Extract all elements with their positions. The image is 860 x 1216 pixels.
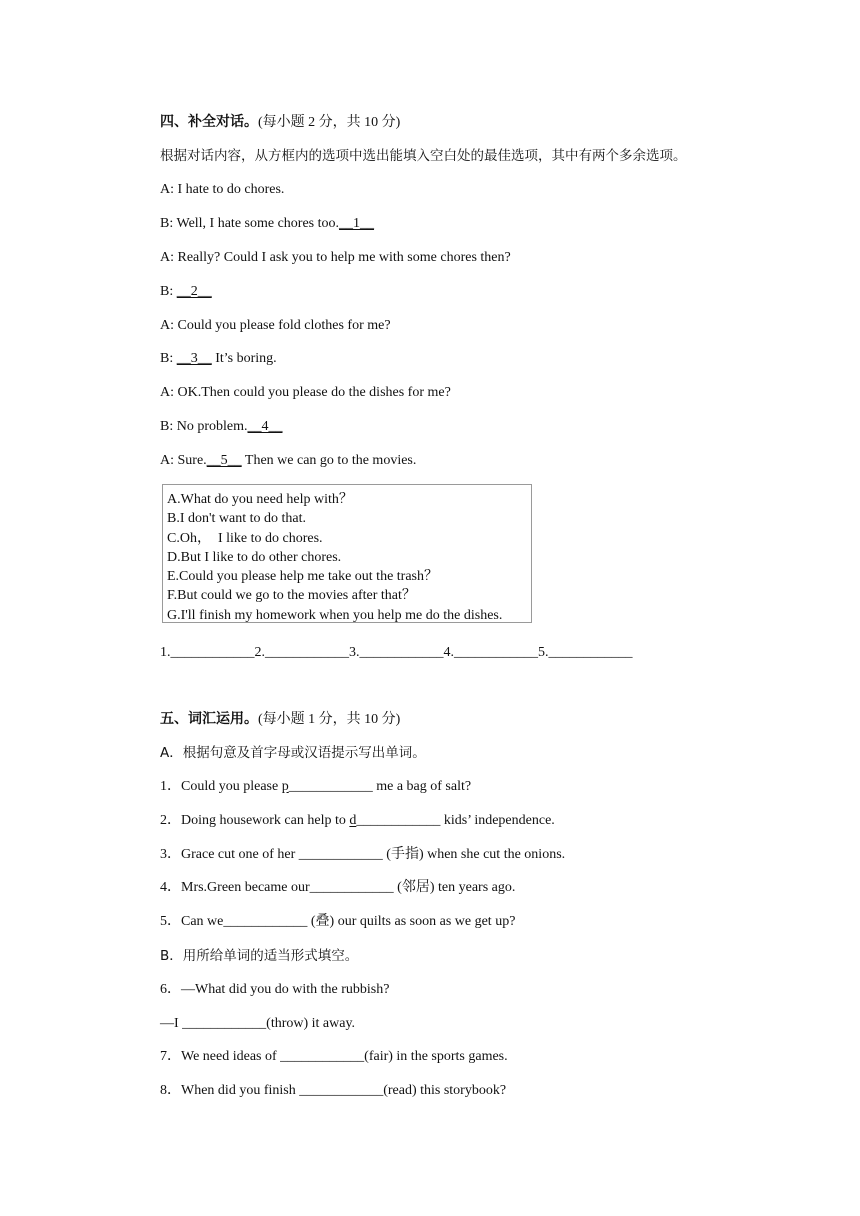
- item-number: 4．: [160, 880, 181, 895]
- item-text: (手指) when she cut the onions.: [382, 847, 566, 862]
- option-g: G.I'll finish my homework when you help me do the dishes.: [167, 607, 503, 623]
- item-number: 2．: [160, 813, 181, 828]
- answer-blank[interactable]: ____________: [309, 880, 394, 895]
- option-d: D.But I like to do other chores.: [167, 549, 342, 565]
- part-a-instruction: A．根据句意及首字母或汉语提示写出单词。: [160, 745, 426, 761]
- dialogue-text: B: Well, I hate some chores too.: [160, 216, 340, 231]
- dialogue-line-8: [160, 417, 283, 437]
- answer-blank[interactable]: ____________: [356, 813, 441, 828]
- option-b: B.I don't want to do that.: [167, 511, 307, 527]
- fill-item-8[interactable]: 8．When did you finish ____________(read) this storybook?: [160, 1083, 507, 1098]
- dialogue-text: B:: [160, 284, 177, 299]
- answer-blank[interactable]: ____________: [223, 914, 308, 929]
- part-b-instruction: B．用所给单词的适当形式填空。: [160, 948, 359, 964]
- dialogue-blank-2[interactable]: __2__: [176, 284, 212, 299]
- item-number: 5．: [160, 914, 181, 929]
- section-4-instruction: 根据对话内容，从方框内的选项中选出能填入空白处的最佳选项，其中有两个多余选项。: [160, 148, 687, 164]
- section-4-heading: [160, 112, 400, 133]
- dialogue-line-1: [160, 180, 284, 200]
- dialogue-text: A: Sure.: [160, 453, 207, 468]
- dialogue-line-3: [160, 248, 511, 268]
- item-text: kids’ independence.: [440, 813, 555, 828]
- item-text: Grace cut one of her: [181, 847, 299, 862]
- answer-blanks-row[interactable]: 1.____________2.____________3.____________4.____________5.____________: [160, 645, 633, 660]
- vocab-item-5: [160, 912, 515, 932]
- option-a: A.What do you need help with？: [167, 492, 353, 507]
- item-text: (叠) our quilts as soon as we get up?: [307, 914, 516, 929]
- vocab-item-1: [160, 777, 471, 797]
- item-number: 1．: [160, 779, 181, 794]
- section-5-score: (每小题 1 分，共 10 分): [258, 712, 401, 727]
- dialogue-line-7: [160, 383, 451, 403]
- item-text: Could you please: [181, 779, 282, 794]
- dialogue-line-5: [160, 316, 391, 336]
- section-5-heading: [160, 709, 400, 730]
- dialogue-text: It’s boring.: [211, 351, 277, 366]
- item-text: Mrs.Green became our: [181, 880, 310, 895]
- dialogue-line-2: [160, 214, 374, 234]
- dialogue-blank-3[interactable]: __3__: [176, 351, 212, 366]
- item-text: Doing housework can help to: [181, 813, 350, 828]
- option-c: C.Oh， I like to do chores.: [167, 530, 323, 546]
- dialogue-blank-1[interactable]: __1__: [339, 216, 375, 231]
- options-box: [162, 484, 532, 623]
- dialogue-blank-5[interactable]: __5__: [206, 453, 242, 468]
- vocab-item-4: [160, 878, 515, 898]
- dialogue-text: Then we can go to the movies.: [241, 453, 417, 468]
- first-letter-hint: p: [281, 779, 289, 794]
- answer-blank[interactable]: ____________: [298, 847, 383, 862]
- vocab-item-2: [160, 811, 555, 831]
- section-4-title: 四、补全对话。: [160, 114, 258, 130]
- fill-item-7[interactable]: 7．We need ideas of ____________(fair) in the sports games.: [160, 1049, 508, 1064]
- dialogue-text: B: No problem.: [160, 419, 248, 434]
- dialogue-text: A: I hate to do chores.: [160, 182, 285, 197]
- option-f: F.But could we go to the movies after that？: [167, 588, 416, 604]
- fill-item-6-question: 6．—What did you do with the rubbish?: [160, 982, 390, 997]
- section-4-score: (每小题 2 分，共 10 分): [258, 115, 401, 130]
- dialogue-line-6: [160, 349, 277, 369]
- dialogue-text: A: OK.Then could you please do the dishes for me?: [160, 385, 451, 400]
- section-5-title: 五、词汇运用。: [160, 711, 258, 727]
- dialogue-blank-4[interactable]: __4__: [247, 419, 283, 434]
- dialogue-text: A: Really? Could I ask you to help me with some chores then?: [160, 250, 511, 265]
- dialogue-line-4: [160, 282, 212, 302]
- vocab-item-3: [160, 845, 565, 865]
- item-text: Can we: [181, 914, 224, 929]
- fill-item-6-answer[interactable]: —I ____________(throw) it away.: [160, 1016, 356, 1031]
- answer-blank[interactable]: ____________: [288, 779, 373, 794]
- option-e: E.Could you please help me take out the trash？: [167, 569, 438, 585]
- item-text: (邻居) ten years ago.: [393, 880, 516, 895]
- dialogue-text: B:: [160, 351, 177, 366]
- first-letter-hint: d: [349, 813, 357, 828]
- item-text: me a bag of salt?: [372, 779, 472, 794]
- item-number: 3．: [160, 847, 181, 862]
- dialogue-line-9: [160, 451, 416, 471]
- dialogue-text: A: Could you please fold clothes for me?: [160, 318, 391, 333]
